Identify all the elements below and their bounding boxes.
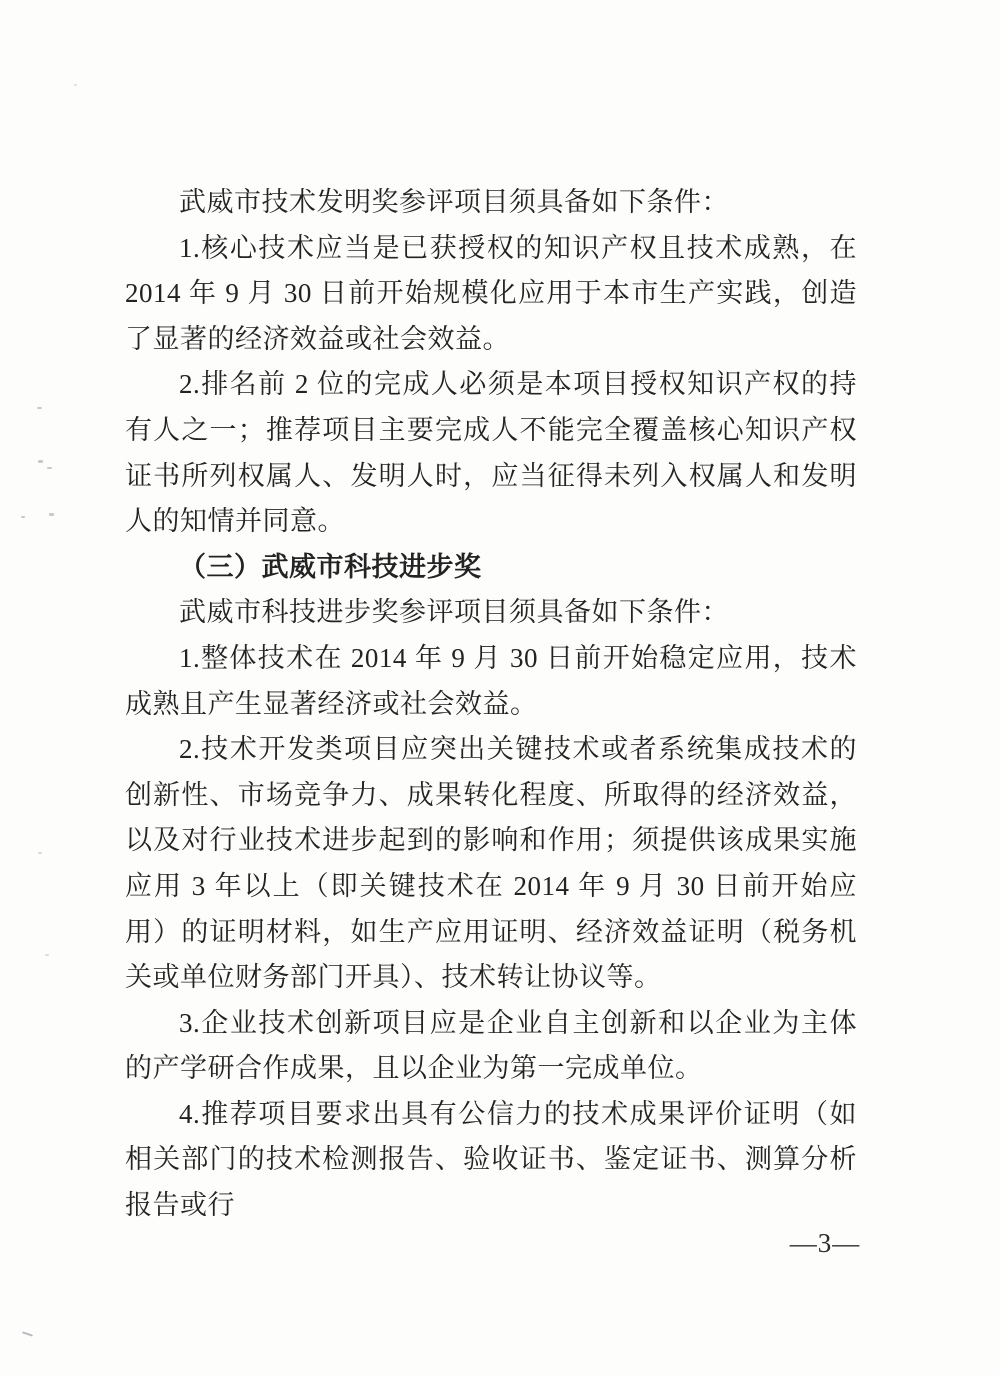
scan-scratch-mark xyxy=(22,1331,33,1336)
paragraph-progress-condition-4: 4.推荐项目要求出具有公信力的技术成果评价证明（如相关部门的技术检测报告、验收证书、鉴定证书、测算分析报告或行 xyxy=(125,1098,857,1221)
document-body xyxy=(125,180,857,1229)
paragraph-invention-condition-2: 2.排名前 2 位的完成人必须是本项目授权知识产权的持有人之一；推荐项目主要完成人不能完全覆盖核心知识产权证书所列权属人、发明人时，应当征得未列入权属人和发明人的知情并同意。 xyxy=(125,369,857,537)
scan-speck xyxy=(21,516,25,518)
paragraph-invention-condition-1: 1.核心技术应当是已获授权的知识产权且技术成熟，在 2014 年 9 月 30 日前开始规模化应用于本市生产实践，创造了显著的经济效益或社会效益。 xyxy=(125,232,857,354)
paragraph-progress-condition-2: 2.技术开发类项目应突出关键技术或者系统集成技术的创新性、市场竞争力、成果转化程度、所取得的经济效益，以及对行业技术进步起到的影响和作用；须提供该成果实施应用 3 年以上（即关键技术在 2014 年 9 月 30 日前开始应用）的证明材料，如生产应用证明、经济效益证明（税务机关或单位财务部门开具）、技术转让协议等。 xyxy=(125,734,857,993)
page-number: —3— xyxy=(789,1228,861,1258)
scan-speck xyxy=(37,407,42,409)
scan-speck xyxy=(47,467,52,469)
scan-speck xyxy=(49,513,54,516)
section-heading-progress-award: （三）武威市科技进步奖 xyxy=(179,551,482,582)
paragraph-intro-progress-award: 武威市科技进步奖参评项目须具备如下条件： xyxy=(179,597,729,628)
scan-speck xyxy=(38,460,43,463)
scan-speck xyxy=(38,852,42,854)
scan-speck xyxy=(74,84,77,86)
scan-speck xyxy=(45,954,49,956)
paragraph-progress-condition-1: 1.整体技术在 2014 年 9 月 30 日前开始稳定应用，技术成熟且产生显著经济或社会效益。 xyxy=(125,642,857,719)
paragraph-progress-condition-3: 3.企业技术创新项目应是企业自主创新和以企业为主体的产学研合作成果，且以企业为第一完成单位。 xyxy=(125,1007,857,1084)
paragraph-intro-invention-award: 武威市技术发明奖参评项目须具备如下条件： xyxy=(179,187,729,217)
